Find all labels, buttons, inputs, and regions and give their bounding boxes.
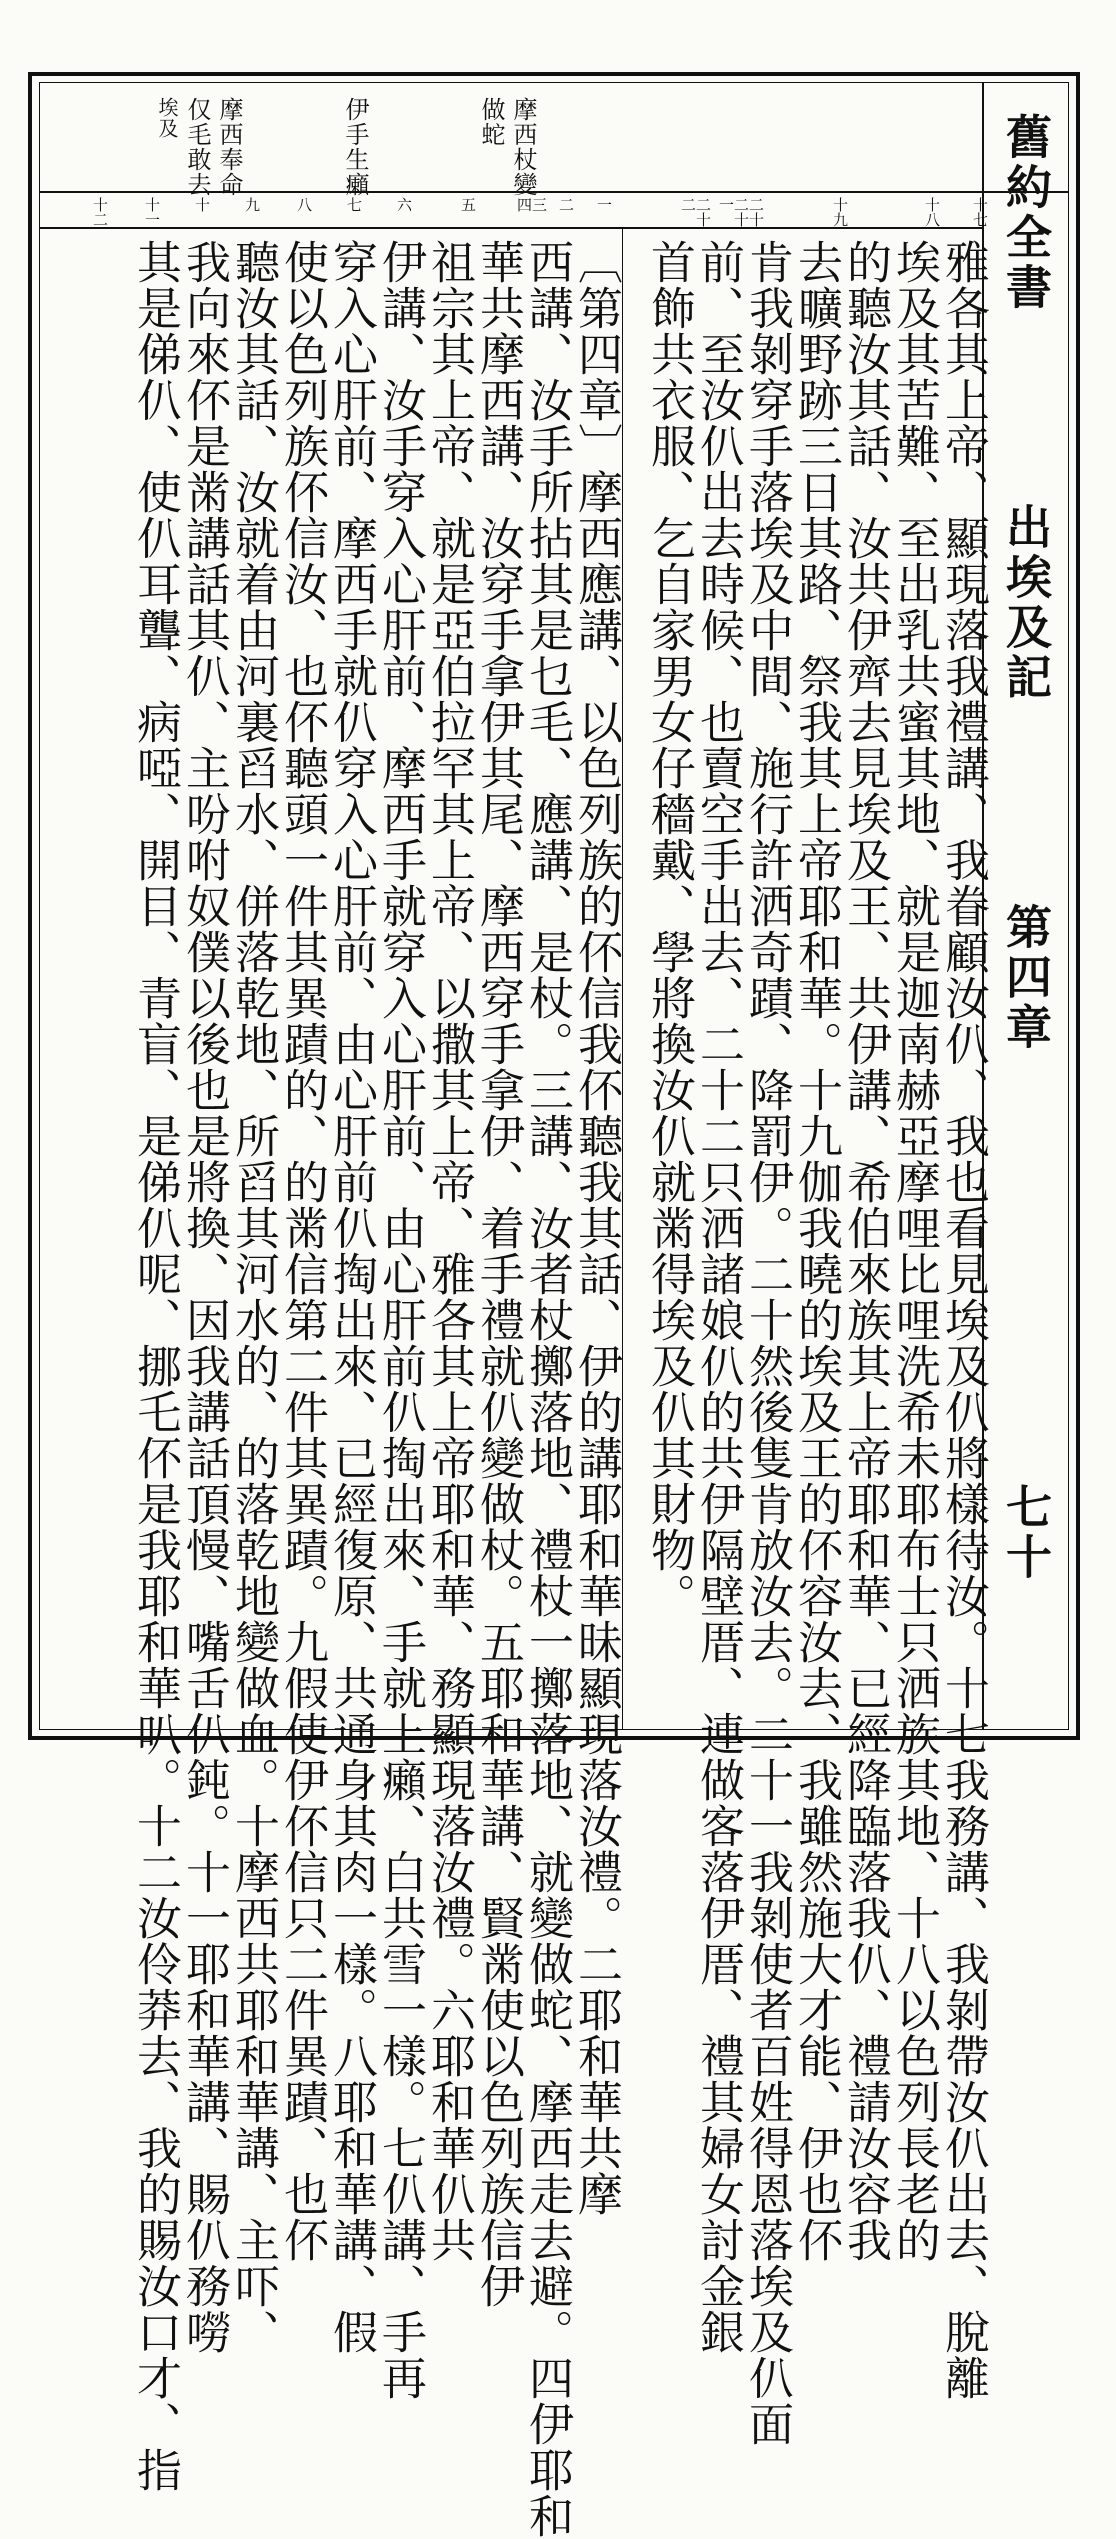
verse-number-row — [40, 191, 989, 229]
verse-number: 五 — [459, 197, 477, 212]
gloss-line: 仅毛敢去 — [183, 97, 211, 197]
text-column: 西講、汝手所拈其是乜毛、應講、是杖。三講、汝者杖擲落地、禮杖一擲落地、就變做蛇、摩西走去避。四伊耶和 — [521, 239, 574, 2539]
verse-number: 二 — [557, 197, 575, 212]
gloss-line: 伊手生癩 — [341, 97, 369, 197]
text-column: 肯我剝穿手落埃及中間、施行許洒奇蹟、降罰伊。二十然後隻肯放汝去。二十一我剝使者百姓得恩落埃及仈面 — [741, 239, 794, 2447]
verse-number: 九 — [243, 197, 261, 212]
verse-number: 一 — [595, 197, 613, 212]
text-column: 去曠野跡三日其路、祭我其上帝耶和華。十九伽我曉的埃及王的伓容汝去、我雖然施大才能、伊也伓 — [790, 239, 843, 2263]
text-column: 首飾共衣服、乞自家男女仔穡戴、學將換汝仈就黹得埃及仈其財物。 — [643, 239, 696, 1619]
page-frame — [28, 72, 1080, 2539]
scripture-text — [40, 229, 990, 2539]
running-header — [982, 83, 1068, 1729]
gloss-line: 做蛇 — [477, 97, 505, 147]
gloss-staff-serpent — [478, 97, 536, 197]
verse-number: 十九 — [831, 197, 849, 227]
gloss-moses-commanded — [156, 97, 242, 197]
verse-number: 十 — [193, 197, 211, 212]
verse-number: 十一 — [143, 197, 161, 227]
verse-number: 十七 — [971, 197, 989, 227]
text-column: 穿入心肝前、摩西手就仈穿入心肝前、由心肝前仈掏出來、已經復原、共通身其肉一樣。八耶和華講、假 — [325, 239, 378, 2355]
book-name: 出埃及記 — [999, 503, 1053, 703]
gloss-line: 摩西奉命 — [215, 97, 243, 197]
verse-number: 二十二 — [679, 197, 712, 227]
page-inner-frame — [39, 82, 1069, 2539]
text-column: 〔第四章〕摩西應講、以色列族的伓信我伓聽我其話、伊的講耶和華昧顯現落汝禮。二耶和華共摩 — [570, 239, 623, 2217]
book-title: 舊約全書 — [999, 113, 1053, 313]
gloss-line: 摩西杖變 — [509, 97, 537, 197]
text-column: 前、至汝仈出去時候、也賣空手出去、二十二只洒諸娘仈的共伊隔壁厝、連做客落伊厝、禮其婦女討金銀 — [692, 239, 745, 2355]
text-column: 雅各其上帝、顯現落我禮講、我眷顧汝仈、我也看見埃及仈將樣待汝。十七我務講、我剝帶汝仈出去、脫離 — [937, 239, 990, 2401]
gloss-line: 埃及 — [155, 97, 179, 139]
verse-number: 八 — [295, 197, 313, 212]
verse-number: 十八 — [923, 197, 941, 227]
page-number: 七十 — [999, 1483, 1053, 1583]
text-column: 伊講、汝手穿入心肝前、摩西手就穿入心肝前、由心肝前仈掏出來、手就上癩、白共雪一樣。七仈講、手再 — [374, 239, 427, 2401]
gloss-leprous-hand — [342, 97, 368, 197]
text-column: 使以色列族伓信汝、也伓聽頭一件其異蹟的、的黹信第二件其異蹟。九假使伊伓信只二件異蹟、也伓 — [276, 239, 329, 2263]
column-divider — [622, 229, 643, 1729]
text-column: 的聽汝其話、汝共伊齊去見埃及王、共伊講、希伯來族其上帝耶和華、已經降臨落我仈、禮請汝容我 — [839, 239, 892, 2263]
verse-number: 七 — [345, 197, 363, 212]
text-column: 埃及其苦難、至出乳共蜜其地、就是迦南赫亞摩哩比哩洗希未耶布士只洒族其地、十八以色列長老的 — [888, 239, 941, 2263]
chapter-heading: 第四章 — [999, 903, 1053, 1053]
text-column: 我向來伓是黹講話其仈、主吩咐奴僕以後也是將換、因我講話頂慢、嘴舌仈鈍。十一耶和華講、賜仈務嘮 — [178, 239, 231, 2355]
verse-number: 二十 二十一 — [717, 197, 765, 227]
verse-number: 十二 — [91, 197, 109, 227]
text-column: 聽汝其話、汝就着由河裏舀水、併落乾地、所舀其河水的、的落乾地變做血。十摩西共耶和華講、主吓、 — [227, 239, 280, 2355]
text-column: 其是俤仈、使仈耳聾、病啞、開目、青盲、是俤仈呢、挪乇伓是我耶和華叭。十二汝伶莽去、我的賜汝口才、指 — [129, 239, 182, 2493]
text-column: 祖宗其上帝、就是亞伯拉罕其上帝、以撒其上帝、雅各其上帝耶和華、務顯現落汝禮。六耶和華仈共 — [423, 239, 476, 2263]
verse-number: 六 — [395, 197, 413, 212]
gloss-band — [40, 83, 1068, 197]
text-column: 華共摩西講、汝穿手拿伊其尾、摩西穿手拿伊、着手禮就仈變做杖。五耶和華講、賢黹使以色列族信伊 — [472, 239, 525, 2309]
verse-number: 三 四 — [515, 197, 548, 212]
